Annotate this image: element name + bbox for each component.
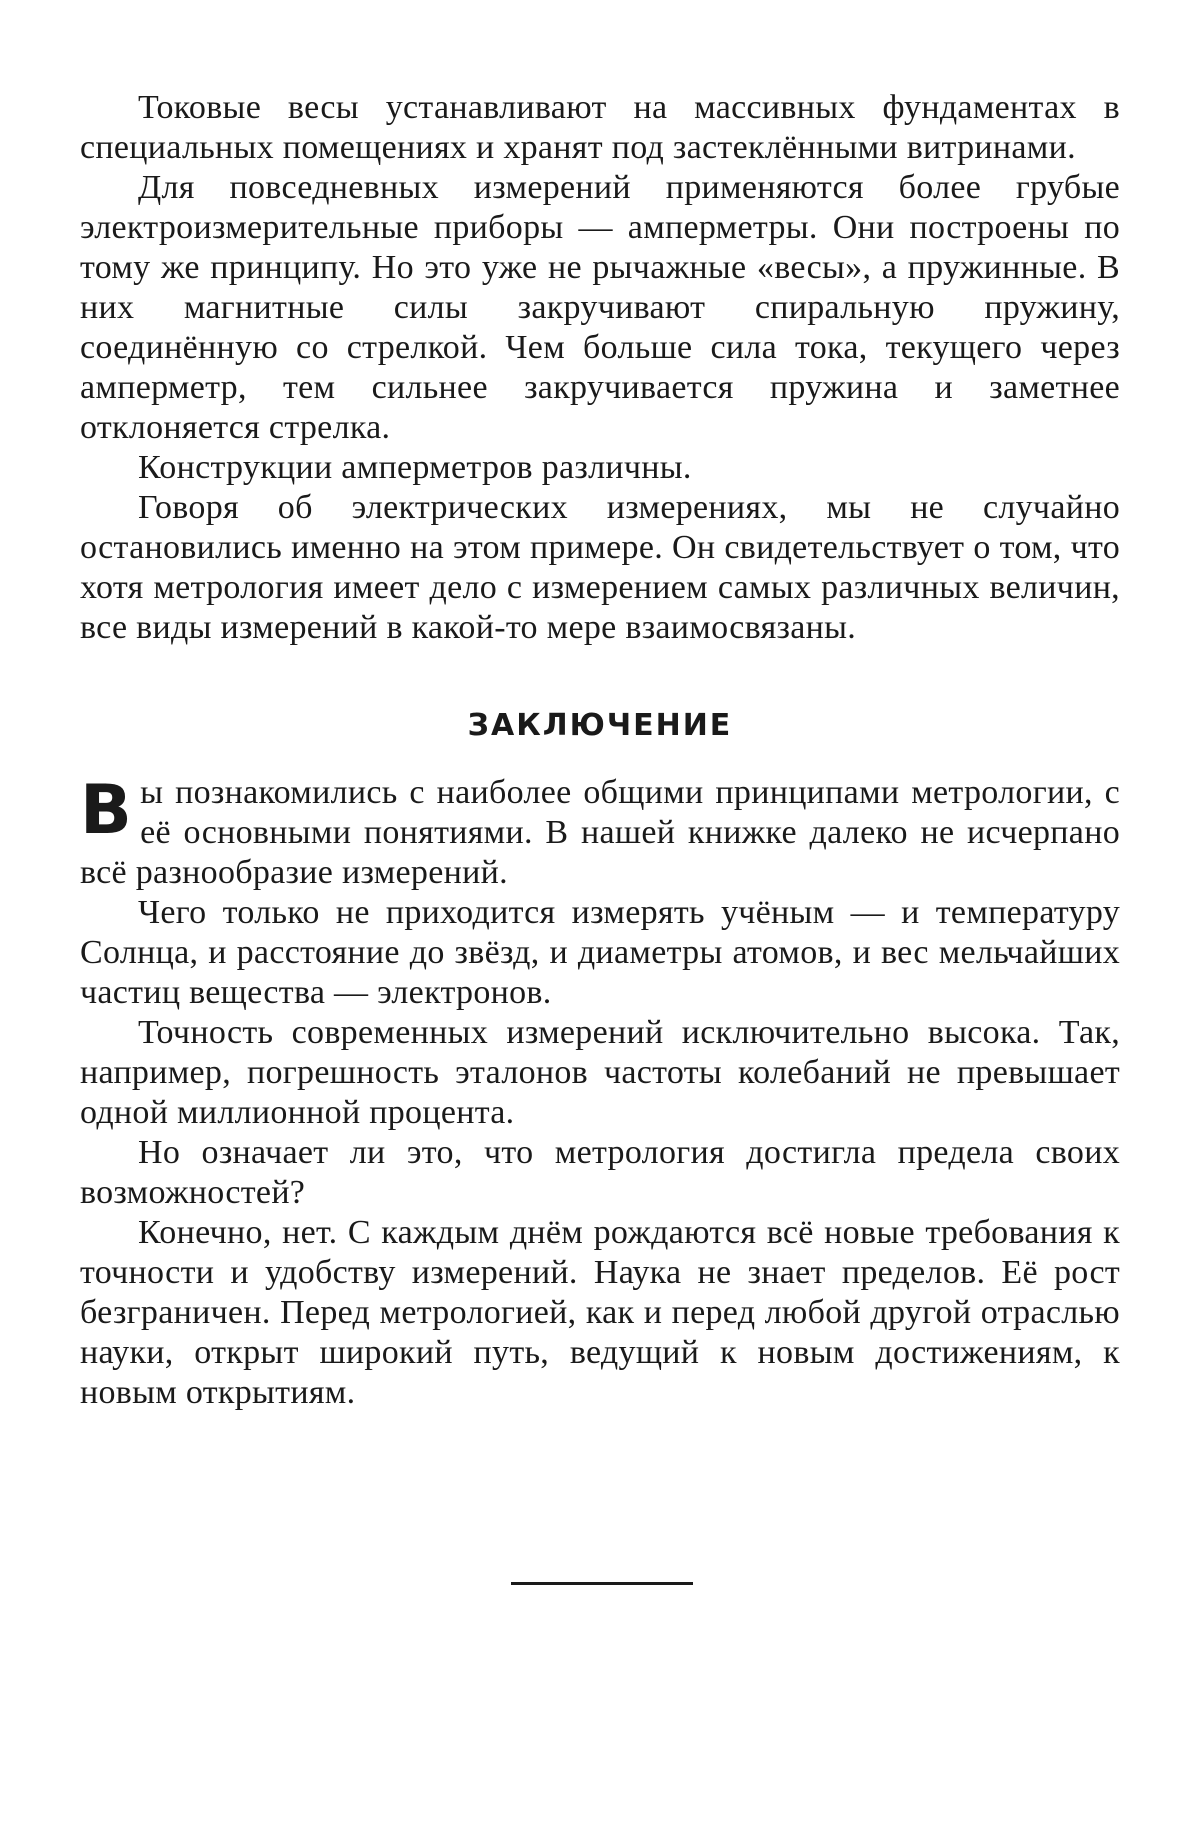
paragraph-toc-scales: Токовые весы устанавливают на массивных фундаментах в специальных помещениях и хранят под застеклёнными витринами. bbox=[80, 89, 1120, 166]
paragraph-limit-question: Но означает ли это, что метрология достигла предела своих возможностей? bbox=[80, 1134, 1120, 1211]
paragraph-electrical-measurements: Говоря об электрических измерениях, мы не случайно остановились именно на этом примере. Он свидетельствует о том, что хотя метрология имеет дело с измерением самых различных величин, все виды измерений в какой-то мере взаимосвязаны. bbox=[80, 489, 1120, 646]
paragraph-precision: Точность современных измерений исключительно высока. Так, например, погрешность эталонов частоты колебаний не превышает одной миллионной процента. bbox=[80, 1014, 1120, 1131]
paragraph-ammeters: Для повседневных измерений применяются более грубые электроизмерительные приборы — амперметры. Они построены по тому же принципу. Но это уже не рычажные «весы», а пружинные. В них магнитные силы закручивают спиральную пружину, соединённую со стрелкой. Чем больше сила тока, текущего через амперметр, тем сильнее закручивается пружина и заметнее отклоняется стрелка. bbox=[80, 169, 1120, 446]
paragraph-what-scientists-measure: Чего только не приходится измерять учёным — и температуру Солнца, и расстояние до звёзд, и диаметры атомов, и вес мельчайших частиц вещества — электронов. bbox=[80, 894, 1120, 1011]
paragraph-no-limits: Конечно, нет. С каждым днём рождаются всё новые требования к точности и удобству измерений. Наука не знает пределов. Её рост безграничен. Перед метрологией, как и перед любой другой отраслью науки, открыт широкий путь, ведущий к новым достижениям, к новым открытиям. bbox=[80, 1214, 1120, 1411]
section-heading-conclusion: ЗАКЛЮЧЕНИЕ bbox=[467, 708, 733, 743]
paragraph-ammeter-designs: Конструкции амперметров различны. bbox=[138, 449, 692, 486]
end-divider-rule bbox=[511, 1582, 693, 1585]
page-body bbox=[80, 88, 1120, 1413]
paragraph-conclusion-intro-text: ы познакомились с наиболее общими принципами метрологии, с её основными понятиями. В нашей книжке далеко не исчерпано всё разнообразие измерений. bbox=[80, 774, 1120, 891]
paragraph-conclusion-intro bbox=[80, 773, 1120, 893]
dropcap-letter: В bbox=[80, 771, 133, 850]
